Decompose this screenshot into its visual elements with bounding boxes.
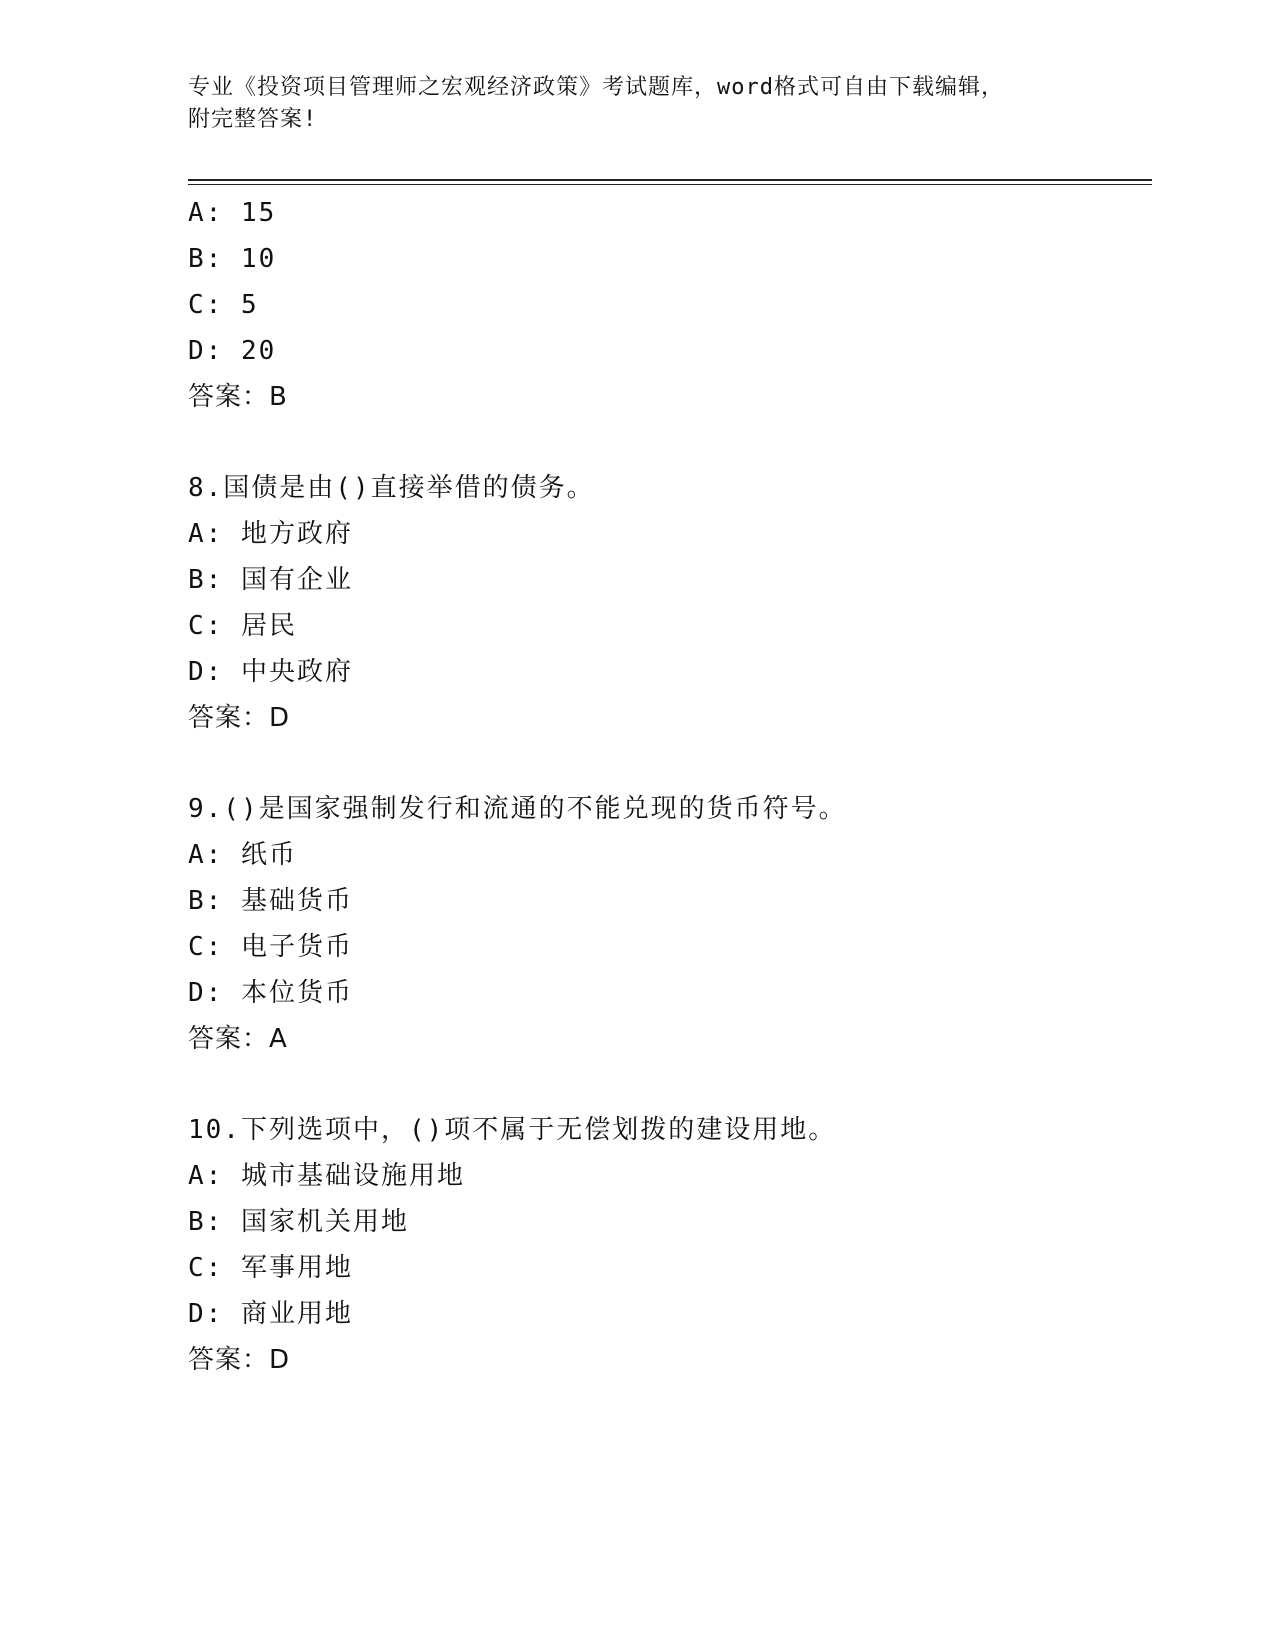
option-b: B: 10	[188, 244, 277, 274]
option-c: C: 电子货币	[188, 932, 353, 962]
answer-line: 答案：D	[188, 703, 291, 733]
option-a: A: 15	[188, 198, 277, 228]
option-c: C: 居民	[188, 611, 297, 641]
option-c: C: 军事用地	[188, 1253, 353, 1283]
question-block-9	[188, 786, 1148, 1062]
spacer	[188, 741, 1148, 786]
option-a: A: 城市基础设施用地	[188, 1161, 465, 1191]
option-b: B: 国家机关用地	[188, 1207, 409, 1237]
question-block-7	[188, 190, 1148, 420]
question-stem: 10.下列选项中，()项不属于无偿划拨的建设用地。	[188, 1115, 837, 1145]
answer-line: 答案：D	[188, 1345, 291, 1375]
option-c: C: 5	[188, 290, 259, 320]
header-divider-thick	[188, 179, 1152, 181]
spacer	[188, 1062, 1148, 1107]
question-block-10	[188, 1107, 1148, 1383]
question-stem: 8.国债是由()直接举借的债务。	[188, 473, 595, 503]
question-block-8	[188, 465, 1148, 741]
answer-line: 答案：B	[188, 382, 288, 412]
document-header	[188, 72, 1068, 136]
header-line-2: 附完整答案!	[188, 107, 318, 132]
option-d: D: 中央政府	[188, 657, 353, 687]
question-stem: 9.()是国家强制发行和流通的不能兑现的货币符号。	[188, 794, 847, 824]
option-d: D: 20	[188, 336, 277, 366]
option-d: D: 本位货币	[188, 978, 353, 1008]
question-list	[188, 190, 1148, 1383]
option-a: A: 地方政府	[188, 519, 353, 549]
header-line-1: 专业《投资项目管理师之宏观经济政策》考试题库，word格式可自由下载编辑，	[188, 75, 1004, 100]
option-b: B: 基础货币	[188, 886, 353, 916]
answer-line: 答案：A	[188, 1024, 288, 1054]
option-b: B: 国有企业	[188, 565, 353, 595]
header-divider-thin	[188, 184, 1152, 185]
option-d: D: 商业用地	[188, 1299, 353, 1329]
option-a: A: 纸币	[188, 840, 297, 870]
spacer	[188, 420, 1148, 465]
